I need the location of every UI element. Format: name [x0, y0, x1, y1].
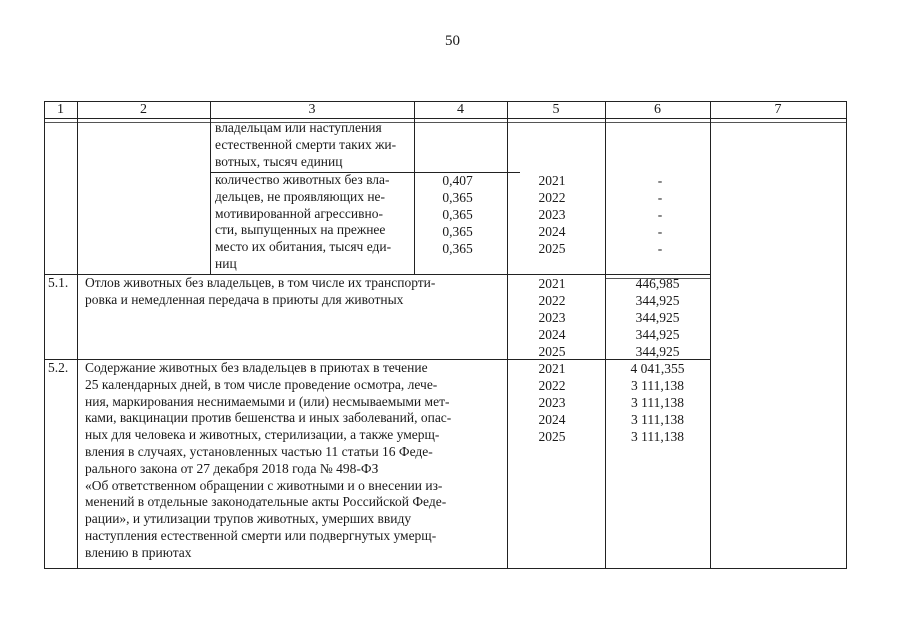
row-5-2-number: 5.2. — [48, 360, 69, 375]
header-col-1: 1 — [57, 102, 64, 117]
header-col-5: 5 — [552, 102, 560, 117]
row-5-2-amounts: 4 041,355 3 111,138 3 111,138 3 111,138 3 111,138 — [630, 361, 685, 445]
header-col-6: 6 — [654, 102, 661, 117]
row-5-2-years: 2021 2022 2023 2024 2025 — [538, 361, 566, 445]
indicator-amounts: - - - - - — [657, 173, 663, 257]
page-number: 50 — [445, 33, 460, 49]
row-5-1-number: 5.1. — [48, 275, 69, 290]
row-5-2-text: Содержание животных без владельцев в приютах в течение 25 календарных дней, в том числе проведение осмотра, лече- ния, маркирования неснимаемыми и (или) несмываемыми мет- ками, вакцинации против бешенства и иных заболеваний, опас- ных для человека и животных, стерилизации, а также умерщ- вления в случаях, установленных частью 11 статьи 16 Феде- рального закона от 27 декабря 2018 года № 498-ФЗ «Об ответственном обращении с животными и о внесении из- менений в отдельные законодательные акты Российской Феде- рации», и утилизации трупов животных, умерших ввиду наступления естественной смерти или подвергнутых умерщ- влению в приютах — [85, 360, 452, 560]
indicator-years: 2021 2022 2023 2024 2025 — [538, 173, 566, 257]
indicator-text-released-animals: количество животных без вла- дельцев, не проявляющих не- мотивированной агрессивно- сти, выпущенных на прежнее место их обитания, тысяч еди- ниц — [215, 172, 392, 271]
row-5-1-text: Отлов животных без владельцев, в том числе их транспорти- ровка и немедленная передача в приюты для животных — [85, 275, 436, 307]
indicator-values: 0,407 0,365 0,365 0,365 0,365 — [442, 173, 473, 257]
row-5-1-amounts: 446,985 344,925 344,925 344,925 344,925 — [635, 276, 680, 360]
header-col-4: 4 — [457, 102, 464, 117]
header-col-3: 3 — [308, 102, 316, 117]
row-5-1-years: 2021 2022 2023 2024 2025 — [538, 276, 566, 360]
header-col-2: 2 — [140, 102, 147, 117]
header-col-7: 7 — [774, 102, 782, 117]
indicator-text-continued: владельцам или наступления естественной смерти таких жи- вотных, тысяч единиц — [215, 120, 397, 169]
